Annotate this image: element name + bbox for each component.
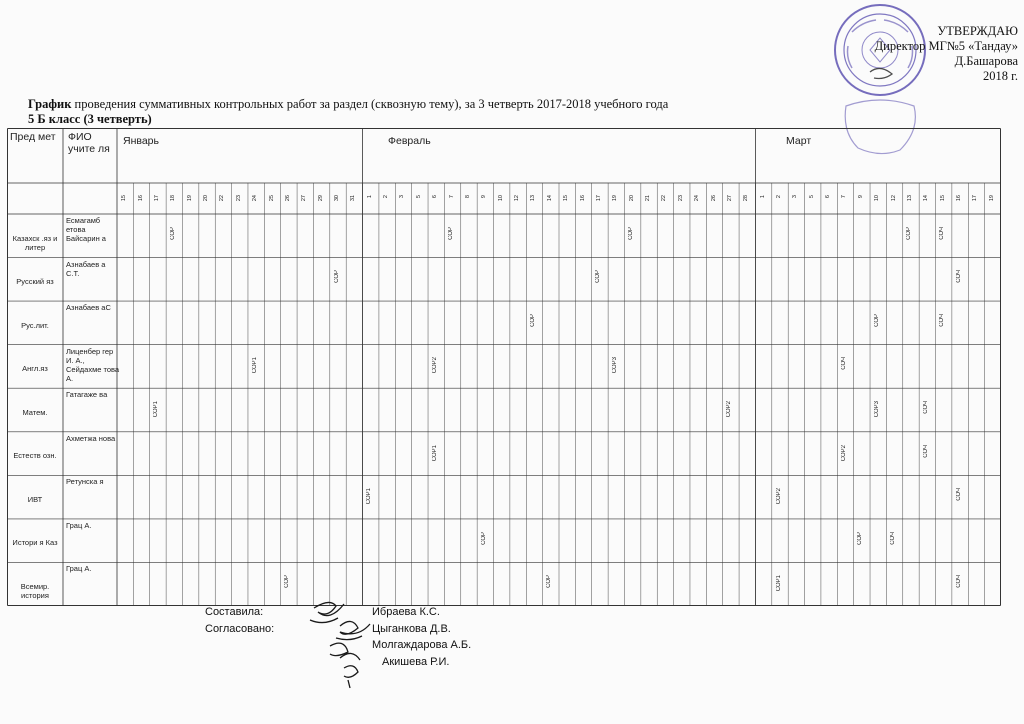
header-teacher: ФИО учите ля (68, 131, 110, 155)
signer-name-4: Акишева Р.И. (382, 655, 450, 668)
day-number: 27 (301, 195, 308, 202)
row-subject: Русский яз (16, 277, 54, 287)
row-subject: Естеств озн. (13, 451, 57, 461)
day-number: 7 (448, 195, 455, 199)
agreed-label: Согласовано: (205, 622, 275, 635)
assessment-mark: СОР2 (775, 488, 782, 505)
day-number: 16 (579, 195, 586, 202)
assessment-mark: СОР (857, 531, 864, 545)
day-number: 8 (464, 195, 471, 199)
day-number: 25 (268, 195, 275, 202)
signer-name-2: Цыганкова Д.В. (372, 622, 451, 635)
day-number: 5 (808, 195, 815, 199)
row-teacher: Грац А. (66, 520, 92, 530)
day-number: 7 (841, 195, 848, 199)
row-subject: Рус.лит. (21, 320, 49, 330)
day-number: 19 (186, 195, 193, 202)
day-number: 27 (726, 195, 733, 202)
header-january: Январь (123, 135, 159, 147)
assessment-mark: СОР (480, 531, 487, 545)
compiled-label: Составила: (205, 606, 264, 618)
day-number: 22 (219, 195, 226, 202)
assessment-mark: СОЧ (922, 401, 929, 414)
day-number: 10 (497, 195, 504, 202)
day-number: 16 (956, 195, 963, 202)
day-number: 9 (857, 195, 864, 199)
day-number: 21 (645, 195, 652, 202)
day-number: 1 (366, 195, 373, 199)
day-number: 15 (121, 195, 128, 202)
row-teacher: Есмагамб етова Байсарин а (66, 216, 106, 243)
row-subject: Истори я Каз (12, 538, 58, 548)
approval-director: Директор МГ№5 «Тандау» (874, 39, 1018, 53)
signer-name-3: Молгаждарова А.Б. (372, 639, 472, 651)
assessment-mark: СОР (333, 270, 340, 284)
document-title-bold: График (28, 97, 72, 111)
day-number: 12 (890, 195, 897, 202)
assessment-mark: СОР (595, 270, 602, 284)
signatures-labels (205, 604, 274, 637)
row-teacher: Азнабаев а С.Т. (66, 259, 106, 278)
row-subject: Казахск .яз и литер (12, 233, 58, 252)
approval-heading: УТВЕРЖДАЮ (937, 24, 1018, 38)
day-number: 26 (710, 195, 717, 202)
day-number: 14 (923, 195, 930, 202)
day-number: 18 (170, 195, 177, 202)
row-teacher: Лиценбер гер И. А., Сейдахме това А. (66, 346, 120, 383)
day-number: 14 (546, 195, 553, 202)
assessment-mark: СОР2 (726, 401, 733, 418)
document-title (28, 97, 668, 112)
day-number: 2 (383, 195, 390, 199)
day-number: 17 (153, 195, 160, 202)
day-number: 3 (792, 195, 799, 199)
schedule-table (7, 128, 1001, 606)
day-number: 19 (988, 195, 995, 202)
assessment-mark: СОР (906, 226, 913, 240)
assessment-mark: СОЧ (955, 488, 962, 501)
row-teacher: Азнабаев аС (66, 303, 111, 313)
day-number: 26 (284, 195, 291, 202)
assessment-mark: СОР1 (431, 444, 438, 461)
row-subject: Англ.яз (22, 364, 48, 374)
day-number: 29 (317, 195, 324, 202)
assessment-mark: СОЧ (939, 226, 946, 240)
header-march: Март (786, 135, 812, 147)
day-number: 23 (235, 195, 242, 202)
assessment-mark: СОЧ (922, 444, 929, 458)
day-number: 3 (399, 195, 406, 199)
day-number: 31 (350, 195, 357, 202)
row-subject: Всемир. история (20, 582, 50, 600)
day-number: 20 (203, 195, 210, 202)
assessment-mark: СОЧ (955, 270, 962, 284)
assessment-mark: СОР (169, 226, 176, 240)
day-number: 13 (530, 195, 537, 202)
day-number: 30 (334, 195, 340, 202)
assessment-mark: СОР1 (366, 488, 373, 505)
day-number: 16 (137, 195, 144, 202)
row-teacher: Ретунска я (66, 477, 104, 487)
row-subject: ИВТ (27, 494, 43, 504)
assessment-mark: СОЧ (890, 531, 897, 545)
day-number: 20 (628, 195, 635, 202)
approval-name: Д.Башарова (954, 54, 1018, 68)
assessment-mark: СОР (628, 226, 635, 240)
day-number: 13 (906, 195, 913, 202)
assessment-mark: СОР (284, 575, 291, 589)
day-number: 17 (595, 195, 602, 202)
day-number: 10 (874, 195, 881, 202)
row-subject: Матем. (22, 407, 48, 417)
day-number: 12 (514, 195, 521, 202)
assessment-mark: СОР2 (840, 444, 847, 461)
approval-block (875, 24, 1018, 84)
document-title-rest: проведения суммативных контрольных работ за раздел (сквозную тему), за 3 четверть 2017-2018 учебного года (71, 97, 669, 111)
assessment-mark: СОР (529, 313, 536, 327)
day-number: 15 (563, 195, 570, 202)
day-number: 28 (743, 195, 750, 202)
assessment-mark: СОЧ (840, 357, 847, 371)
assessment-mark: СОР1 (251, 357, 258, 374)
day-number: 23 (677, 195, 684, 202)
day-number: 6 (825, 195, 832, 199)
assessment-mark: СОЧ (939, 313, 946, 327)
assessment-mark: СОР (873, 313, 880, 327)
day-number: 24 (252, 195, 259, 202)
day-number: 19 (612, 195, 619, 202)
day-number: 6 (432, 195, 439, 199)
day-number: 5 (415, 195, 422, 199)
header-subject: Пред мет (10, 131, 56, 143)
row-teacher: Грац А. (66, 564, 92, 574)
assessment-mark: СОР1 (775, 575, 782, 592)
assessment-mark: СОР3 (873, 401, 880, 418)
row-teacher: Ахметжа нова (66, 433, 116, 443)
assessment-mark: СОР (546, 575, 553, 589)
assessment-mark: СОР2 (431, 357, 438, 374)
assessment-mark: СОР1 (153, 401, 160, 418)
header-february: Февраль (388, 135, 431, 147)
day-number: 9 (481, 195, 488, 199)
row-teacher: Гатагажe ва (66, 390, 108, 400)
day-number: 17 (972, 195, 979, 202)
assessment-mark: СОЧ (955, 575, 962, 588)
day-number: 1 (759, 195, 766, 199)
assessment-mark: СОР3 (611, 357, 618, 374)
signatures-names (372, 604, 471, 670)
day-number: 2 (776, 195, 782, 199)
signer-name-1: Ибраева К.С. (372, 606, 440, 618)
day-number: 24 (694, 195, 701, 202)
class-title: 5 Б класс (3 четверть) (28, 112, 152, 126)
assessment-mark: СОР (448, 226, 455, 240)
day-number: 15 (939, 195, 946, 202)
day-number: 22 (661, 195, 668, 202)
approval-date: 2018 г. (983, 69, 1018, 83)
